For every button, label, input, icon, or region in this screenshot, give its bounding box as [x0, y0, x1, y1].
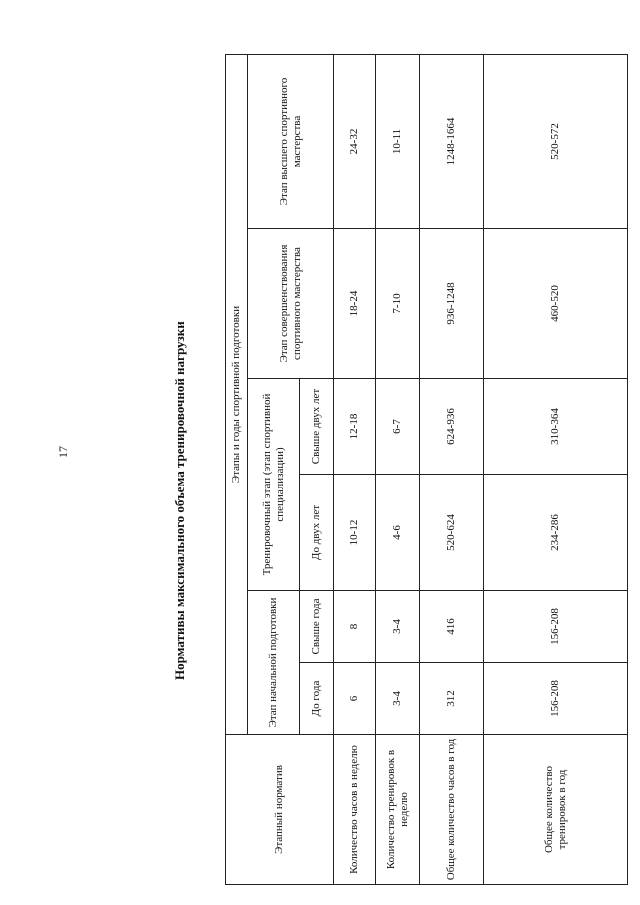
cell: 6-7	[376, 379, 420, 475]
header-stage-training: Тренировочный этап (этап спортивной специализации)	[248, 379, 300, 591]
header-training-over-two: Свыше двух лет	[300, 379, 334, 475]
table-row	[334, 54, 376, 884]
row-label: Количество часов в неделю	[334, 735, 376, 885]
cell: 416	[420, 591, 484, 663]
cell: 310-364	[484, 379, 628, 475]
table-row	[420, 54, 484, 884]
norms-table	[225, 54, 628, 885]
appendix-header	[75, 0, 120, 180]
header-line-1	[75, 0, 90, 180]
header-training-upto-two: До двух лет	[300, 475, 334, 591]
header-initial-over-year: Свыше года	[300, 591, 334, 663]
row-label: Количество тренировок в неделю	[376, 735, 420, 885]
header-norm: Этапный норматив	[226, 735, 334, 885]
cell: 3-4	[376, 591, 420, 663]
cell: 6	[334, 663, 376, 735]
header-initial-upto-year: До года	[300, 663, 334, 735]
row-label: Общее количество тренировок в год	[484, 735, 628, 885]
table-row	[484, 54, 628, 884]
header-stage-initial: Этап начальной подготовки	[248, 591, 300, 735]
cell: 1248-1664	[420, 54, 484, 228]
cell: 520-624	[420, 475, 484, 591]
cell: 18-24	[334, 229, 376, 379]
header-stages-group: Этапы и годы спортивной подготовки	[226, 54, 248, 734]
cell: 624-936	[420, 379, 484, 475]
cell: 10-12	[334, 475, 376, 591]
cell: 156-208	[484, 663, 628, 735]
header-line-3	[105, 0, 120, 180]
table-row	[376, 54, 420, 884]
cell: 12-18	[334, 379, 376, 475]
page-number: 17	[56, 446, 70, 458]
cell: 4-6	[376, 475, 420, 591]
cell: 10-11	[376, 54, 420, 228]
header-stage-improvement: Этап совершенствования спортивного мастерства	[248, 229, 334, 379]
cell: 7-10	[376, 229, 420, 379]
cell: 312	[420, 663, 484, 735]
header-stage-highest: Этап высшего спортивного мастерства	[248, 54, 334, 228]
document-title: Нормативы максимального объема тренировочной нагрузки	[172, 321, 187, 680]
cell: 520-572	[484, 54, 628, 228]
header-line-2	[90, 0, 105, 180]
cell: 8	[334, 591, 376, 663]
cell: 24-32	[334, 54, 376, 228]
cell: 3-4	[376, 663, 420, 735]
cell: 234-286	[484, 475, 628, 591]
cell: 460-520	[484, 229, 628, 379]
cell: 156-208	[484, 591, 628, 663]
row-label: Общее количество часов в год	[420, 735, 484, 885]
cell: 936-1248	[420, 229, 484, 379]
norms-table-wrapper	[225, 55, 627, 885]
